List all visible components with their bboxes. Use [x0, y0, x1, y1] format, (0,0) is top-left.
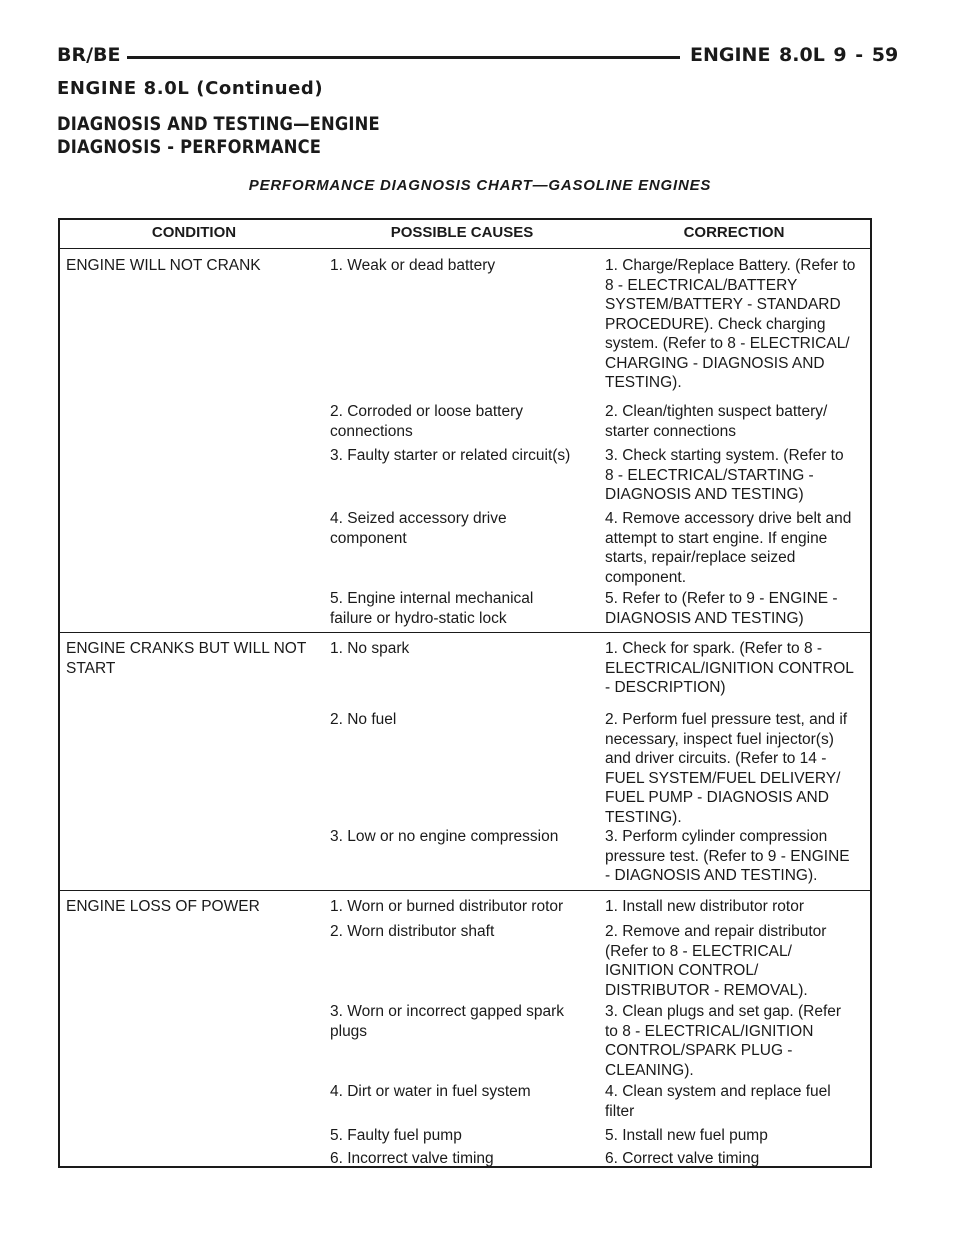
- cause-cell: 5. Faulty fuel pump: [330, 1127, 462, 1144]
- page-header-left: BR/BE: [57, 44, 121, 66]
- diagnosis-table: [58, 218, 872, 1168]
- group-divider: [60, 632, 870, 633]
- cause-cell: 5. Engine internal mechanical failure or hydro-static lock: [330, 590, 534, 627]
- page-header-right: ENGINE 8.0L 9 - 59: [690, 44, 899, 66]
- cause-cell: 1. Worn or burned distributor rotor: [330, 898, 564, 915]
- section-subtitle: DIAGNOSIS - PERFORMANCE: [57, 136, 322, 158]
- cause-cell: 2. Corroded or loose battery connections: [330, 403, 523, 440]
- cause-cell: 2. No fuel: [330, 711, 397, 728]
- cause-cell: 1. No spark: [330, 640, 410, 657]
- correction-cell: 1. Charge/Replace Battery. (Refer to 8 - ELECTRICAL/BATTERY SYSTEM/BATTERY - STANDARD PROCEDURE). Check charging system. (Refer to 8 - ELECTRICAL/ CHARGING - DIAGNOSIS AND TESTING).: [605, 257, 856, 391]
- column-header-correction: CORRECTION: [683, 224, 785, 241]
- chart-title: PERFORMANCE DIAGNOSIS CHART—GASOLINE ENGINES: [248, 177, 712, 194]
- condition-cell: ENGINE CRANKS BUT WILL NOT START: [66, 640, 307, 677]
- section-title: DIAGNOSIS AND TESTING—ENGINE: [57, 113, 380, 135]
- correction-cell: 4. Remove accessory drive belt and attempt to start engine. If engine starts, repair/replace seized component.: [605, 510, 852, 586]
- cause-cell: 4. Seized accessory drive component: [330, 510, 507, 547]
- correction-cell: 5. Refer to (Refer to 9 - ENGINE - DIAGNOSIS AND TESTING): [605, 590, 838, 627]
- condition-cell: ENGINE WILL NOT CRANK: [66, 257, 261, 274]
- header-rule: [127, 56, 680, 59]
- cause-cell: 6. Incorrect valve timing: [330, 1150, 494, 1167]
- correction-cell: 4. Clean system and replace fuel filter: [605, 1083, 831, 1120]
- condition-cell: ENGINE LOSS OF POWER: [66, 898, 260, 915]
- cause-cell: 3. Faulty starter or related circuit(s): [330, 447, 571, 464]
- continued-heading: ENGINE 8.0L (Continued): [57, 78, 324, 99]
- cause-cell: 1. Weak or dead battery: [330, 257, 496, 274]
- correction-cell: 6. Correct valve timing: [605, 1150, 760, 1167]
- cause-cell: 3. Worn or incorrect gapped spark plugs: [330, 1003, 565, 1040]
- group-divider: [60, 890, 870, 891]
- correction-cell: 1. Check for spark. (Refer to 8 - ELECTRICAL/IGNITION CONTROL - DESCRIPTION): [605, 640, 854, 696]
- column-header-condition: CONDITION: [151, 224, 237, 241]
- header-divider: [60, 248, 870, 249]
- correction-cell: 2. Perform fuel pressure test, and if necessary, inspect fuel injector(s) and driver circuits. (Refer to 14 - FUEL SYSTEM/FUEL DELIVERY/ FUEL PUMP - DIAGNOSIS AND TESTING).: [605, 711, 848, 826]
- correction-cell: 3. Clean plugs and set gap. (Refer to 8 - ELECTRICAL/IGNITION CONTROL/SPARK PLUG - CLEANING).: [605, 1003, 842, 1079]
- correction-cell: 3. Check starting system. (Refer to 8 - ELECTRICAL/STARTING - DIAGNOSIS AND TESTING): [605, 447, 844, 503]
- cause-cell: 4. Dirt or water in fuel system: [330, 1083, 531, 1100]
- correction-cell: 2. Remove and repair distributor (Refer to 8 - ELECTRICAL/ IGNITION CONTROL/ DISTRIBUTOR - REMOVAL).: [605, 923, 827, 999]
- column-header-causes: POSSIBLE CAUSES: [390, 224, 534, 241]
- correction-cell: 5. Install new fuel pump: [605, 1127, 768, 1144]
- cause-cell: 2. Worn distributor shaft: [330, 923, 495, 940]
- cause-cell: 3. Low or no engine compression: [330, 828, 559, 845]
- correction-cell: 2. Clean/tighten suspect battery/ starter connections: [605, 403, 828, 440]
- correction-cell: 1. Install new distributor rotor: [605, 898, 805, 915]
- correction-cell: 3. Perform cylinder compression pressure test. (Refer to 9 - ENGINE - DIAGNOSIS AND TESTING).: [605, 828, 850, 884]
